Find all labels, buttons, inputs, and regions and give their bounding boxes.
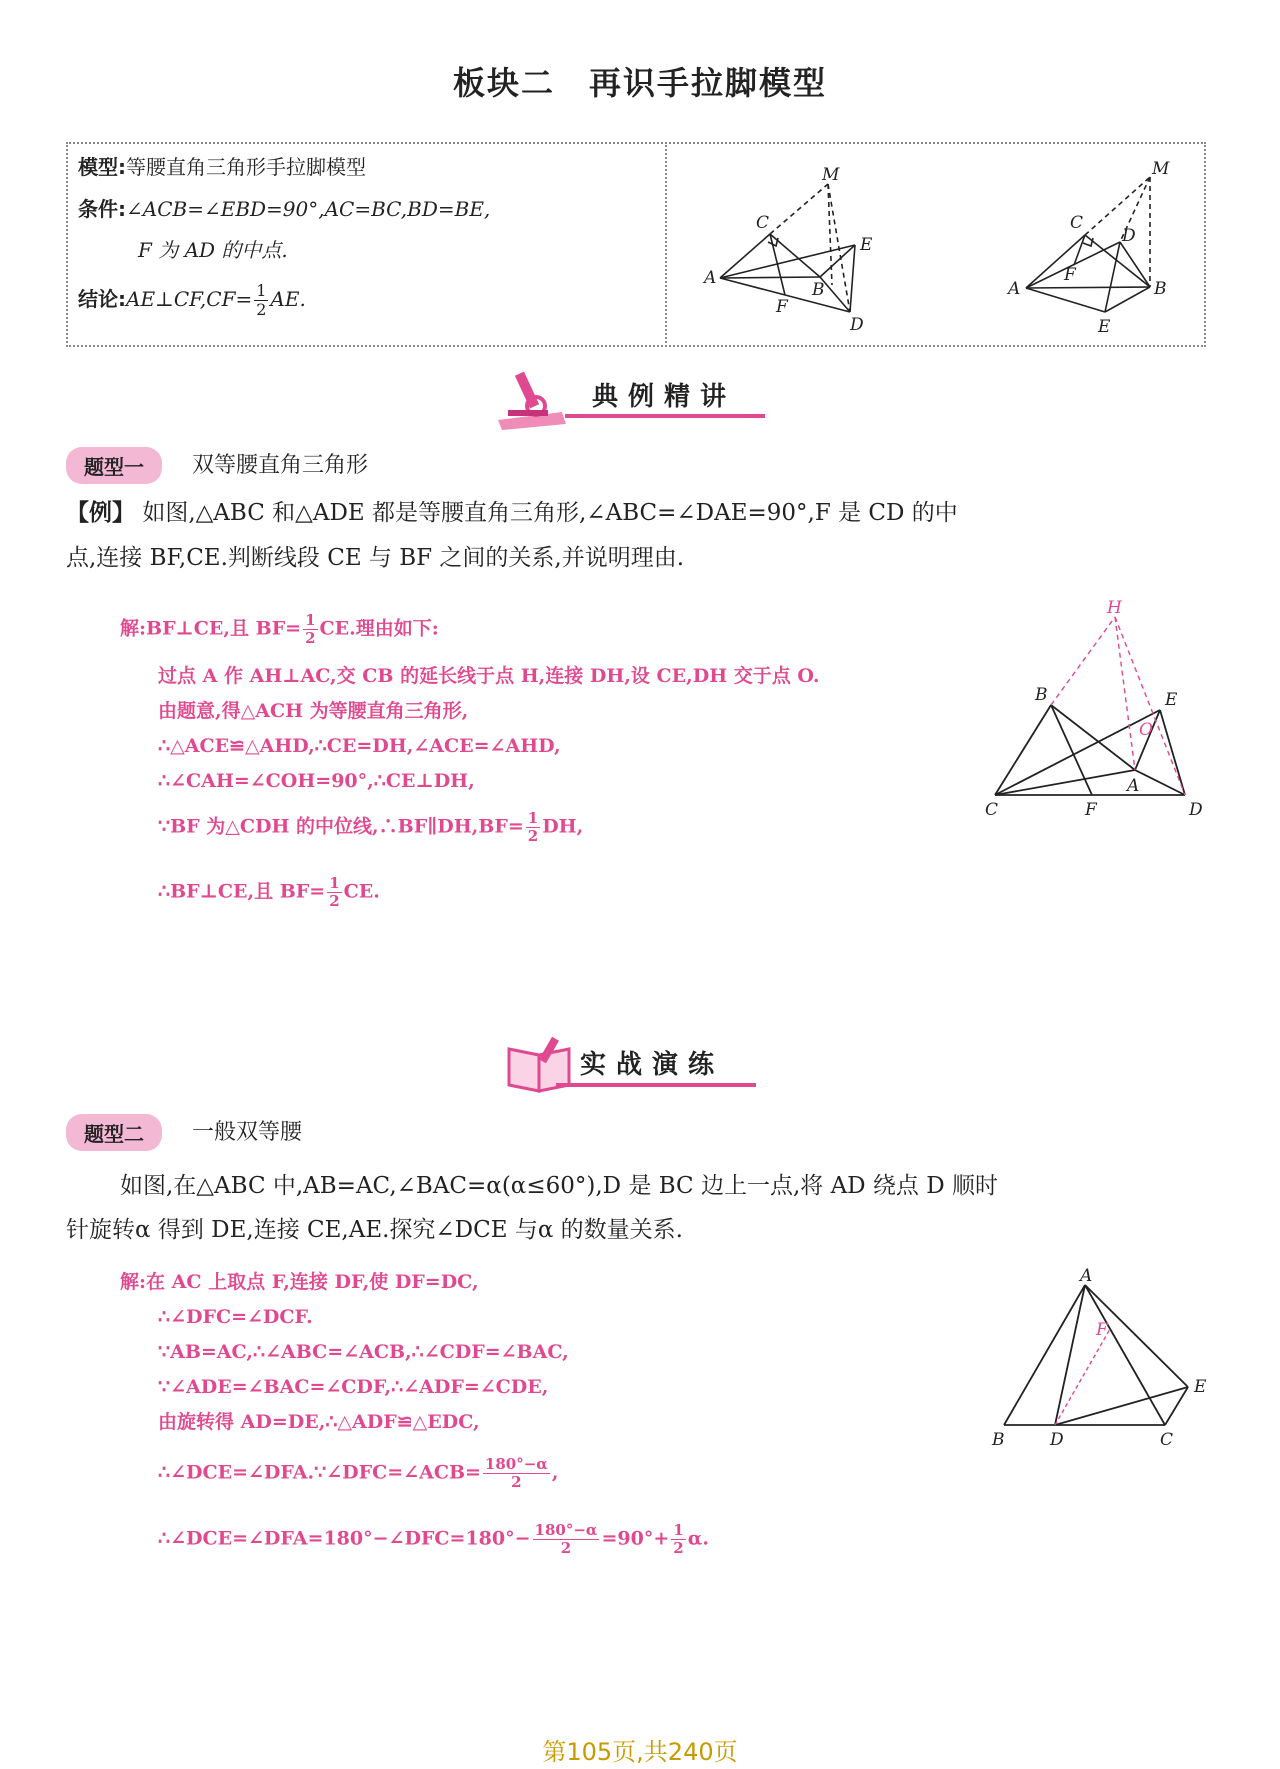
fraction-denominator: 2 xyxy=(256,300,267,319)
model-name: 等腰直角三角形手拉脚模型 xyxy=(126,155,366,179)
problem-line2: 针旋转α 得到 DE,连接 CE,AE.探究∠DCE 与α 的数量关系. xyxy=(66,1217,683,1243)
ex-label-0: H xyxy=(1107,598,1122,618)
sol2-l6-pre: ∴∠DCE=∠DFA.∵∠DFC=∠ACB= xyxy=(158,1461,481,1484)
solution2-line2: ∴∠DFC=∠DCF. xyxy=(158,1306,313,1328)
segment-ac xyxy=(1026,235,1085,288)
ex-label-1: B xyxy=(1035,685,1048,705)
frac-den: 2 xyxy=(527,827,539,845)
type-badge-1: 题型一 xyxy=(66,447,162,484)
fig1-label-4: B xyxy=(812,280,825,300)
conclusion-label: 结论: xyxy=(78,287,126,311)
segment-ab xyxy=(1004,1285,1085,1425)
frac-den: 2 xyxy=(673,1539,684,1557)
sol2-l7-frac xyxy=(533,1522,600,1557)
model-divider xyxy=(665,142,667,347)
segment-ab xyxy=(1026,287,1150,288)
segment-eb xyxy=(1105,287,1150,312)
model-figure-1 xyxy=(690,150,890,340)
section-heading-practice: 实战演练 xyxy=(580,1050,725,1080)
frac-den: 2 xyxy=(560,1539,572,1557)
sol1-l6-post: DH, xyxy=(542,815,584,838)
ex-label-6: F xyxy=(1085,800,1097,820)
heading-underline xyxy=(565,414,765,418)
fig2-label-2: D xyxy=(1122,226,1136,246)
fig1-label-1: C xyxy=(756,213,770,233)
dashed-bh xyxy=(1051,617,1115,705)
type-label-2: 一般双等腰 xyxy=(192,1120,303,1145)
prob-label-2: E xyxy=(1194,1377,1207,1397)
fig1-label-3: A xyxy=(704,268,717,288)
frac-num: 180°−α xyxy=(534,1521,598,1539)
model-figure-2 xyxy=(1000,150,1200,340)
fig2-label-1: C xyxy=(1070,213,1084,233)
fig1-label-0: M xyxy=(822,165,840,185)
problem-figure xyxy=(990,1265,1220,1450)
sol1-l1-pre: 解:BF⊥CE,且 BF= xyxy=(120,617,302,640)
dashed-ha xyxy=(1115,617,1135,770)
conclusion-post: AE. xyxy=(270,287,306,311)
model-label: 模型: xyxy=(78,155,126,179)
solution2-line5: 由旋转得 AD=DE,∴△ADF≌△EDC, xyxy=(158,1411,480,1433)
model-line4 xyxy=(78,282,306,319)
conclusion-fraction xyxy=(254,282,268,319)
sol2-l7-post: α. xyxy=(687,1527,709,1550)
fig2-label-6: E xyxy=(1098,317,1111,337)
segment-ab xyxy=(720,277,820,278)
sol1-l1-post: CE.理由如下: xyxy=(319,617,439,640)
condition-label: 条件: xyxy=(78,197,126,221)
problem-line1: 如图,在△ABC 中,AB=AC,∠BAC=α(α≤60°),D 是 BC 边上一点,将 AD 绕点 D 顺时 xyxy=(120,1173,998,1199)
dashed-cm xyxy=(1085,177,1150,235)
segment-ed xyxy=(1160,710,1185,795)
example-text-1: 如图,△ABC 和△ADE 都是等腰直角三角形,∠ABC=∠DAE=90°,F 是 CD 的中 xyxy=(142,500,958,526)
dashed-df xyxy=(1055,1329,1110,1425)
solution2-line6 xyxy=(158,1456,558,1491)
frac-den: 2 xyxy=(305,629,316,647)
fig2-label-4: A xyxy=(1008,279,1021,299)
prob-label-1: F xyxy=(1096,1320,1108,1340)
model-line3 xyxy=(138,238,288,262)
segment-ed xyxy=(850,245,855,312)
sol2-l6-post: , xyxy=(551,1461,559,1484)
ex-label-5: C xyxy=(985,800,999,820)
frac-num: 1 xyxy=(527,809,539,827)
sol1-l7-post: CE. xyxy=(343,880,380,903)
segment-da xyxy=(1055,1285,1085,1425)
fig2-label-0: M xyxy=(1152,159,1170,179)
dashed-cm xyxy=(770,184,828,234)
frac-num: 1 xyxy=(305,611,316,629)
type-label-1: 双等腰直角三角形 xyxy=(192,453,369,478)
model-line1 xyxy=(78,155,366,179)
ex-label-3: O xyxy=(1139,720,1153,740)
prob-label-4: D xyxy=(1050,1430,1064,1450)
microscope-icon xyxy=(492,362,572,432)
frac-num: 1 xyxy=(329,874,340,892)
title-part1: 板块二 xyxy=(452,64,555,102)
fig2-label-3: F xyxy=(1064,265,1076,285)
heading-underline xyxy=(556,1083,756,1087)
fraction-numerator: 1 xyxy=(256,281,267,300)
sol2-l7-frac2 xyxy=(671,1522,685,1557)
solution1-line2: 过点 A 作 AH⊥AC,交 CB 的延长线于点 H,连接 DH,设 CE,DH 交于点 O. xyxy=(158,665,820,687)
example-figure xyxy=(975,595,1225,825)
ex-label-7: D xyxy=(1189,800,1203,820)
solution2-line1: 解:在 AC 上取点 F,连接 DF,使 DF=DC, xyxy=(120,1271,479,1293)
solution1-line4: ∴△ACE≌△AHD,∴CE=DH,∠ACE=∠AHD, xyxy=(158,735,561,757)
condition-text-2: F 为 AD 的中点. xyxy=(138,238,288,262)
example-line1 xyxy=(66,490,1206,536)
frac-den: 2 xyxy=(511,1473,522,1491)
sol1-l1-frac xyxy=(303,612,317,647)
frac-num: 1 xyxy=(673,1521,684,1539)
solution1-line7 xyxy=(158,875,380,910)
fig1-label-5: F xyxy=(776,297,788,317)
segment-db xyxy=(1120,242,1150,287)
page-title xyxy=(0,58,1280,104)
section-heading-examples: 典例精讲 xyxy=(592,382,737,412)
frac-num: 180°−α xyxy=(484,1455,548,1473)
solution2-line7 xyxy=(158,1522,709,1557)
solution2-line4: ∵∠ADE=∠BAC=∠CDF,∴∠ADF=∠CDE, xyxy=(158,1376,549,1398)
segment-ae xyxy=(1026,288,1105,312)
segment-ac xyxy=(1085,1285,1165,1425)
condition-text: ∠ACB=∠EBD=90°,AC=BC,BD=BE, xyxy=(126,197,491,221)
sol2-l7-pre: ∴∠DCE=∠DFA=180°−∠DFC=180°− xyxy=(158,1527,531,1550)
sol2-l7-mid: =90°+ xyxy=(601,1527,670,1550)
prob-label-0: A xyxy=(1080,1266,1093,1286)
segment-ae xyxy=(1135,710,1160,770)
fig2-label-5: B xyxy=(1154,279,1167,299)
sol1-l6-frac xyxy=(526,810,540,845)
solution2-line3: ∵AB=AC,∴∠ABC=∠ACB,∴∠CDF=∠BAC, xyxy=(158,1341,569,1363)
ex-label-2: E xyxy=(1165,690,1178,710)
sol1-l7-frac xyxy=(327,875,341,910)
model-line2 xyxy=(78,197,490,221)
sol1-l7-pre: ∴BF⊥CE,且 BF= xyxy=(158,880,326,903)
fig1-label-2: E xyxy=(860,235,873,255)
page-counter: 第105页,共240页 xyxy=(542,1738,738,1766)
conclusion-pre: AE⊥CF,CF= xyxy=(126,287,253,311)
solution1-line6 xyxy=(158,810,583,845)
type-badge-2: 题型二 xyxy=(66,1114,162,1151)
solution1-line3: 由题意,得△ACH 为等腰直角三角形, xyxy=(158,700,469,722)
title-part2: 再识手拉脚模型 xyxy=(589,64,828,102)
fig1-label-6: D xyxy=(850,315,864,335)
example-tag: 【例】 xyxy=(66,500,135,526)
frac-den: 2 xyxy=(329,892,340,910)
sol2-l6-frac xyxy=(483,1456,550,1491)
prob-label-5: C xyxy=(1160,1430,1174,1450)
example-line2: 点,连接 BF,CE.判断线段 CE 与 BF 之间的关系,并说明理由. xyxy=(66,545,685,571)
segment-ca xyxy=(995,770,1135,795)
sol1-l6-pre: ∵BF 为△CDH 的中位线,∴BF∥DH,BF= xyxy=(158,815,524,838)
solution1-line5: ∴∠CAH=∠COH=90°,∴CE⊥DH, xyxy=(158,770,475,792)
solution1-line1 xyxy=(120,612,439,647)
segment-ad xyxy=(1135,770,1185,795)
prob-label-3: B xyxy=(992,1430,1005,1450)
ex-label-4: A xyxy=(1127,776,1140,796)
